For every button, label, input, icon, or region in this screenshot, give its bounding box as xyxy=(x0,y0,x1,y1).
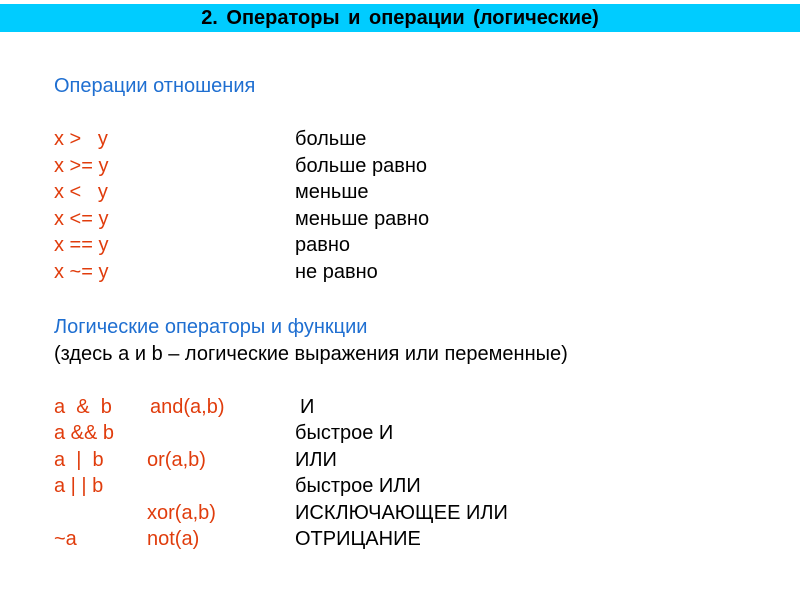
relation-meaning: больше xyxy=(295,128,367,150)
relation-expr: x >= y xyxy=(54,155,109,177)
relation-expr: x ~= y xyxy=(54,261,109,283)
relation-expr: x <= y xyxy=(54,208,109,230)
logical-op: a && b xyxy=(54,422,115,444)
logical-meaning: ИЛИ xyxy=(295,449,337,471)
logical-note: (здесь a и b – логические выражения или переменные) xyxy=(54,343,568,365)
relation-expr: x == y xyxy=(54,234,109,256)
logical-meaning: И xyxy=(300,396,315,418)
logical-op: a | b xyxy=(54,449,104,471)
relation-meaning: меньше xyxy=(295,181,369,203)
relation-meaning: не равно xyxy=(295,261,378,283)
title-bar xyxy=(0,4,800,32)
logical-meaning: ИСКЛЮЧАЮЩЕЕ ИЛИ xyxy=(295,502,508,524)
logical-func: or(a,b) xyxy=(147,449,206,471)
logical-meaning: ОТРИЦАНИЕ xyxy=(295,528,421,550)
relation-meaning: больше равно xyxy=(295,155,427,177)
logical-func: and(a,b) xyxy=(150,396,225,418)
logical-op: a | | b xyxy=(54,475,104,497)
relation-expr: x > y xyxy=(54,128,108,150)
relation-meaning: меньше равно xyxy=(295,208,430,230)
relations-heading: Операции отношения xyxy=(54,75,256,97)
logical-op: ~a xyxy=(54,528,77,550)
logical-heading: Логические операторы и функции xyxy=(54,316,368,338)
logical-meaning: быстрое И xyxy=(295,422,394,444)
logical-func: not(a) xyxy=(147,528,200,550)
logical-func: xor(a,b) xyxy=(147,502,216,524)
relation-expr: x < y xyxy=(54,181,108,203)
relation-meaning: равно xyxy=(295,234,351,256)
logical-op: a & b xyxy=(54,396,112,418)
slide-title: 2. Операторы и операции (логические) xyxy=(201,6,599,29)
logical-meaning: быстрое ИЛИ xyxy=(295,475,421,497)
